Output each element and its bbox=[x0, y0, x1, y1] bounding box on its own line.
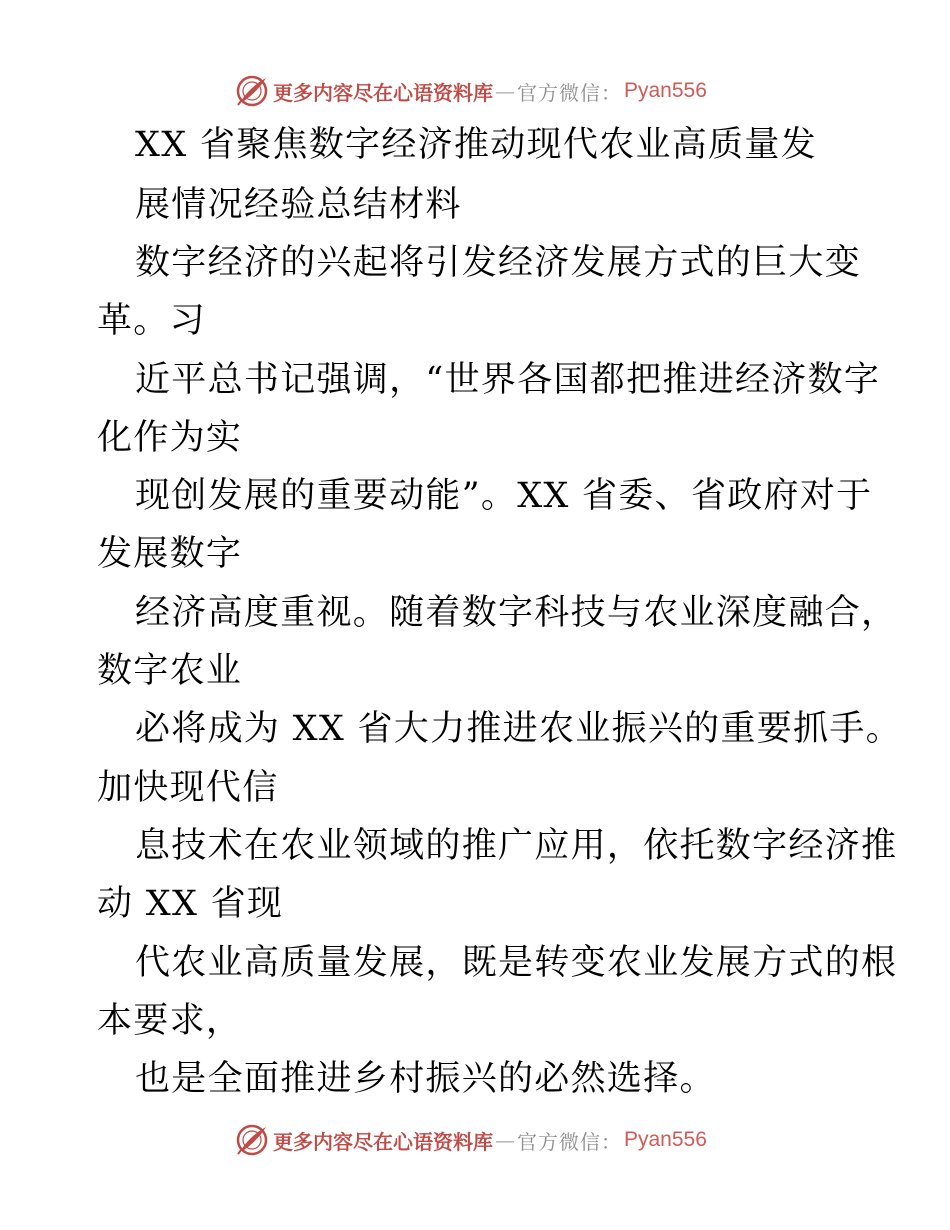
text-line: 数字农业 bbox=[97, 651, 243, 691]
watermark-label: 官方微信： bbox=[517, 80, 622, 105]
header-watermark bbox=[235, 71, 707, 111]
text-line: 也是全面推进乡村振兴的必然选择。 bbox=[135, 1059, 716, 1099]
feather-pen-logo-icon bbox=[235, 1123, 269, 1157]
watermark-text: 更多内容尽在心语资料库 bbox=[273, 1129, 493, 1154]
text-line: 加快现代信 bbox=[97, 768, 279, 808]
footer-watermark bbox=[235, 1120, 707, 1160]
text-line: 本要求， bbox=[97, 1001, 243, 1041]
text-line: 化作为实 bbox=[97, 418, 243, 458]
watermark-label: 官方微信： bbox=[517, 1129, 622, 1154]
watermark-separator: — bbox=[495, 79, 515, 103]
watermark-id: Pyan556 bbox=[624, 79, 707, 102]
text-line: 现创发展的重要动能”。XX 省委、省政府对于 bbox=[135, 476, 873, 516]
text-line: 必将成为 XX 省大力推进农业振兴的重要抓手。 bbox=[135, 709, 902, 749]
watermark-text: 更多内容尽在心语资料库 bbox=[273, 80, 493, 105]
text-line: 数字经济的兴起将引发经济发展方式的巨大变 bbox=[135, 243, 862, 283]
text-line: 经济高度重视。随着数字科技与农业深度融合， bbox=[135, 593, 898, 633]
title-line-2: 展情况经验总结材料 bbox=[135, 185, 462, 225]
watermark-separator: — bbox=[495, 1128, 515, 1152]
text-line: 发展数字 bbox=[97, 534, 243, 574]
watermark-id: Pyan556 bbox=[624, 1128, 707, 1151]
text-line: 革。习 bbox=[97, 301, 206, 341]
feather-pen-logo-icon bbox=[235, 74, 269, 108]
text-line: 动 XX 省现 bbox=[97, 884, 284, 924]
text-line: 近平总书记强调，“世界各国都把推进经济数字 bbox=[135, 360, 881, 400]
text-line: 息技术在农业领域的推广应用，依托数字经济推 bbox=[135, 826, 898, 866]
title-line-1: XX 省聚焦数字经济推动现代农业高质量发 bbox=[135, 125, 817, 165]
text-line: 代农业高质量发展，既是转变农业发展方式的根 bbox=[135, 943, 898, 983]
